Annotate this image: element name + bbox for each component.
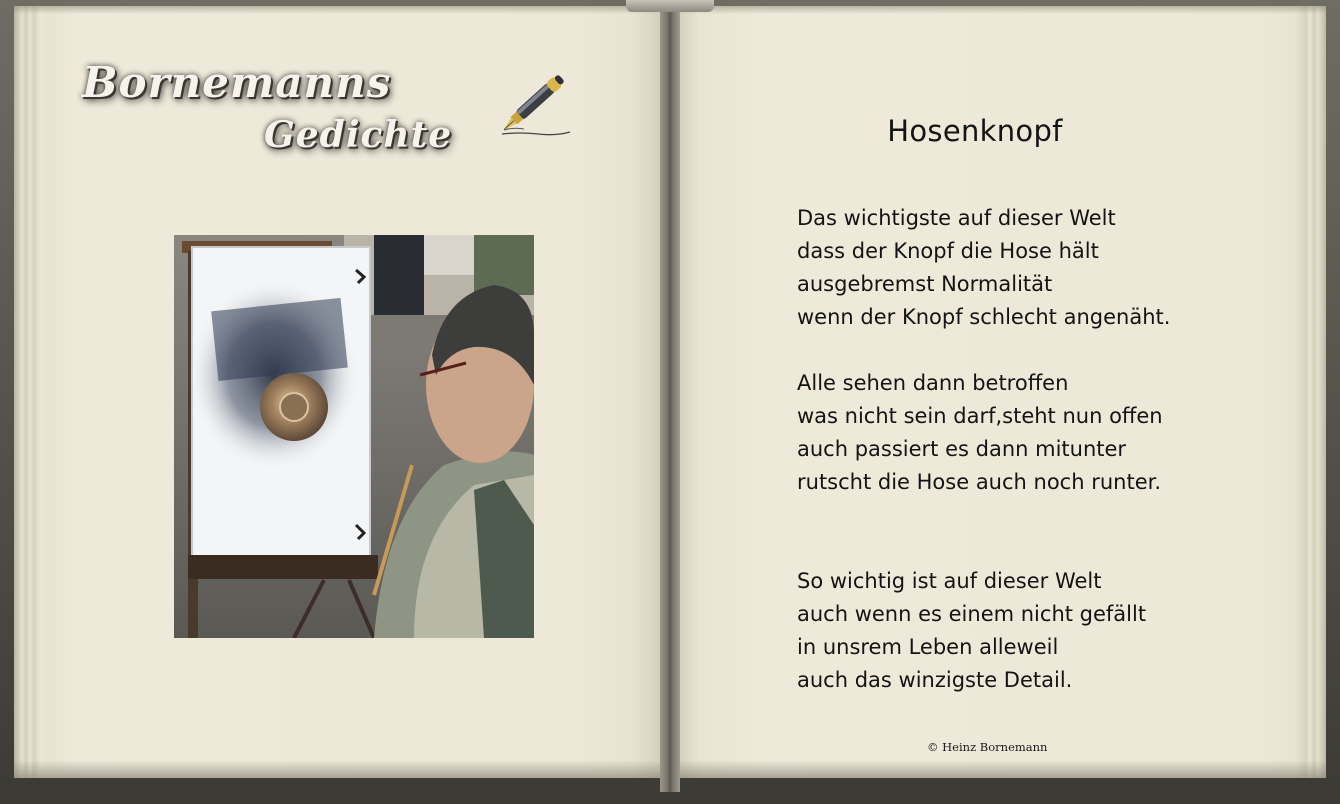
page-edge xyxy=(670,6,1326,14)
poem-line: in unsrem Leben alleweil xyxy=(797,635,1059,659)
page-edge xyxy=(14,6,670,14)
poem-stanza xyxy=(797,202,1170,334)
poem-line: rutscht die Hose auch noch runter. xyxy=(797,470,1162,494)
poem-line: ausgebremst Normalität xyxy=(797,272,1053,296)
poem-stanza xyxy=(797,367,1163,499)
logo-line-2: Gedichte xyxy=(264,114,453,156)
book-spine-cap xyxy=(626,0,714,12)
poem-title: Hosenknopf xyxy=(887,114,1063,148)
poem-line: auch das winzigste Detail. xyxy=(797,668,1073,692)
fountain-pen-icon xyxy=(500,74,578,140)
poem-line: wenn der Knopf schlecht angenäht. xyxy=(797,305,1171,329)
poem-line: So wichtig ist auf dieser Welt xyxy=(797,569,1102,593)
page-edge xyxy=(670,760,1326,778)
poem-line: Das wichtigste auf dieser Welt xyxy=(797,206,1116,230)
poem-line: auch passiert es dann mitunter xyxy=(797,437,1127,461)
logo-line-1: Bornemanns xyxy=(82,58,392,107)
site-logo xyxy=(82,58,462,168)
copyright-note: © Heinz Bornemann xyxy=(927,740,1048,754)
painter-at-easel-photo xyxy=(174,235,534,638)
poem-line: dass der Knopf die Hose hält xyxy=(797,239,1099,263)
poem-line: was nicht sein darf,steht nun offen xyxy=(797,404,1163,428)
page-edge xyxy=(14,760,670,778)
poem-stanza xyxy=(797,565,1146,697)
poem-line: auch wenn es einem nicht gefällt xyxy=(797,602,1147,626)
poem-line: Alle sehen dann betroffen xyxy=(797,371,1069,395)
